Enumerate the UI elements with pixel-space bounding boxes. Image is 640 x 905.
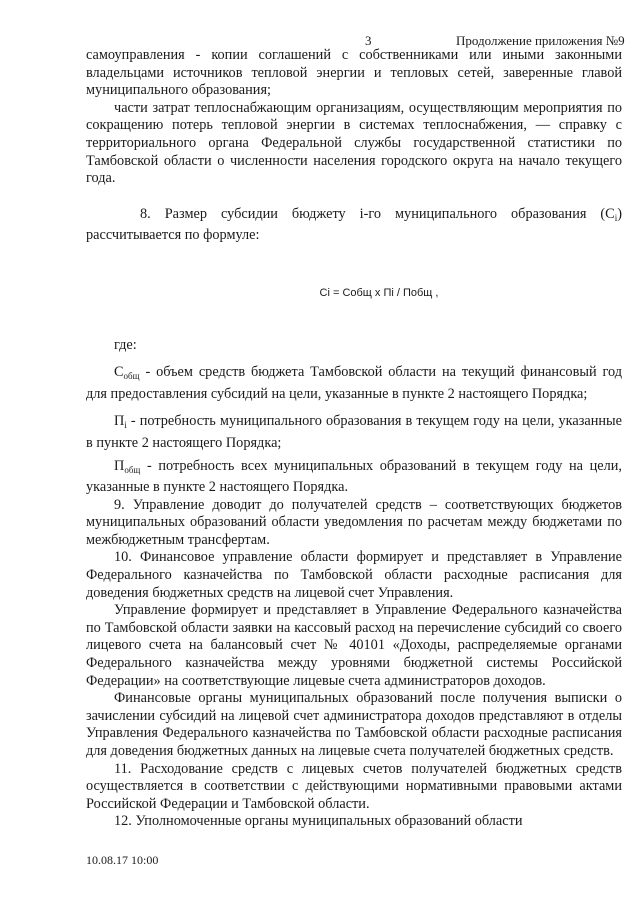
appendix-label: Продолжение приложения №9 bbox=[456, 33, 625, 48]
subscript-i: i bbox=[614, 212, 618, 223]
paragraph-9: 9. Управление доводит до получателей средств – соответствующих бюджетов муниципальных образований области уведомления по расчетам между бюджетами по межбюджетным трансфертам. bbox=[86, 496, 622, 548]
definition-p-total-text: - потребность всех муниципальных образований в текущем году на цели, указанные в пункте 2 настоящего Порядка. bbox=[86, 457, 622, 496]
page-number: 3 bbox=[365, 33, 372, 48]
symbol-c: С bbox=[114, 364, 124, 381]
print-timestamp: 10.08.17 10:00 bbox=[86, 853, 159, 867]
paragraph-11: 11. Расходование средств с лицевых счетов получателей бюджетных средств осуществляется в соответствии с действующими нормативными правовыми актами Российской Федерации и Тамбовской области. bbox=[86, 760, 622, 812]
paragraph-10-request: Управление формирует и представляет в Управление Федерального казначейства по Тамбовской области заявки на кассовый расход на перечисление субсидий со своего лицевого счета на балансовый счет № 40101 «Доходы, распределяемые органами Федерального казначейства между уровнями бюджетной системы Российской Федерации» на соответствующие лицевые счета администраторов доходов. bbox=[86, 602, 622, 689]
subsidy-formula: Ci = Собщ x Пi / Побщ , bbox=[319, 286, 439, 299]
paragraph-subsidy-size-tail: ) рассчитывается по формуле: bbox=[86, 205, 622, 244]
paragraph-subsidy-size bbox=[86, 206, 622, 245]
paragraph-10-financial-bodies: Финансовые органы муниципальных образований после получения выписки о зачислении субсидий на лицевой счет администратора доходов представляют в отделы Управления Федерального казначейства по Тамбовской области расходные расписания для доведения бюджетных данных на лицевые счета получателей бюджетных средств. bbox=[86, 690, 622, 759]
definition-p-i bbox=[86, 413, 622, 452]
subscript-total: общ bbox=[124, 464, 141, 475]
subscript-total: общ bbox=[123, 371, 140, 382]
document-body bbox=[86, 47, 622, 831]
paragraph-heat-costs: части затрат теплоснабжающим организациям, осуществляющим мероприятия по сокращению потерь тепловой энергии в системах теплоснабжения, — справку с территориального органа Федеральной службы государственной статистики по Тамбовской области о численности населения городского округа на начало текущего года. bbox=[86, 99, 622, 187]
paragraph-self-government: самоуправления - копии соглашений с собственниками или иными законными владельцами источников тепловой энергии и тепловых сетей, заверенные главой муниципального образования; bbox=[86, 47, 622, 99]
paragraph-10: 10. Финансовое управление области формирует и представляет в Управление Федерального казначейства по Тамбовской области расходные расписания для доведения бюджетных средств на лицевой счет Управления. bbox=[86, 549, 622, 601]
subscript-i: i bbox=[124, 420, 127, 431]
definition-p-total bbox=[86, 458, 622, 497]
symbol-p: П bbox=[114, 413, 125, 430]
where-label: где: bbox=[114, 336, 137, 353]
paragraph-12: 12. Уполномоченные органы муниципальных образований области bbox=[114, 813, 523, 830]
symbol-p: П bbox=[114, 457, 125, 474]
definition-c-total bbox=[86, 364, 622, 403]
paragraph-subsidy-size-text: 8. Размер субсидии бюджету i-го муниципального образования (С bbox=[140, 205, 615, 222]
definition-p-i-text: - потребность муниципального образования в текущем году на цели, указанные в пункте 2 настоящего Порядка; bbox=[86, 413, 622, 451]
definition-c-total-text: - объем средств бюджета Тамбовской области на текущий финансовый год для предоставления субсидий на цели, указанные в пункте 2 настоящего Порядка; bbox=[86, 364, 622, 402]
